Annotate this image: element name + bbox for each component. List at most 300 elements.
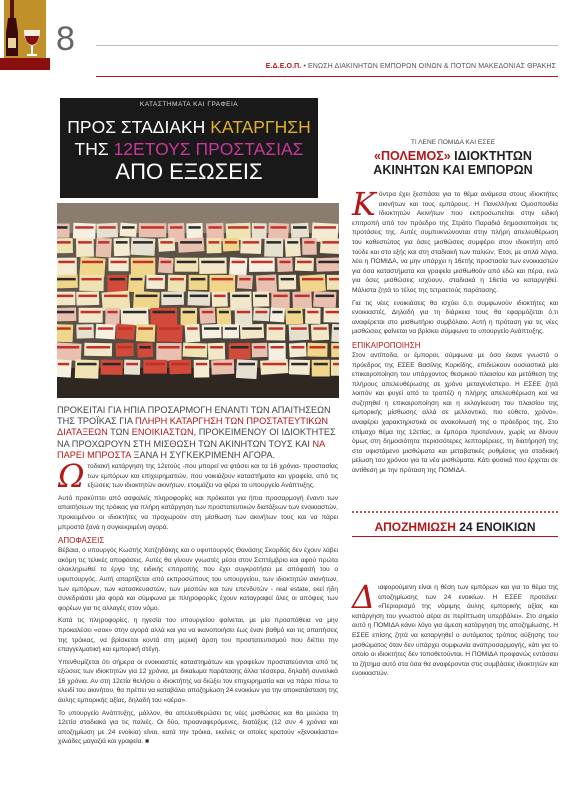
rental-sign-text-stripe (58, 363, 69, 366)
lead-text-1: ΠΡΟΚΕΙΤΑΙ ΓΙΑ ΗΠΙΑ ΠΡΟΣΑΡΜΟΓΗ ΕΝΑΝΤΙ ΤΩΝ ΑΠΑΙΤΗΣΕΩΝ ΤΗΣ ΤΡΟΪΚΑΣ ΓΙΑ (57, 405, 331, 427)
lead-highlight-2: ΕΝΟΙΚΙΑΣΤΩΝ (131, 427, 194, 438)
rental-sign (79, 275, 104, 291)
rental-sign-text-stripe (57, 346, 79, 349)
rental-sign-text-stripe (228, 226, 249, 229)
rental-sign (79, 257, 105, 277)
rental-sign-text-stripe (255, 311, 267, 314)
rental-sign (217, 308, 232, 327)
rental-sign (75, 359, 99, 378)
header-org-line (266, 63, 556, 70)
lead-text-2: ΤΩΝ (107, 427, 132, 438)
compensation-underline (352, 536, 558, 537)
divider-dot (472, 511, 474, 513)
rental-sign-text-stripe (170, 278, 184, 281)
rental-sign (57, 342, 82, 361)
article-lead (57, 405, 339, 461)
rental-sign-text-stripe (271, 346, 284, 349)
rental-sign (121, 307, 149, 326)
rental-sign-text-stripe (183, 311, 195, 314)
rental-sign (305, 308, 320, 324)
rental-sign-text-stripe (185, 346, 205, 349)
rental-sign-text-stripe (57, 278, 76, 281)
paragraph-1 (58, 457, 338, 495)
article-title-block (60, 98, 318, 198)
sidebar-paragraph-1 (352, 185, 558, 296)
rental-sign-text-stripe (136, 295, 158, 298)
rental-sign-text-stripe (204, 327, 219, 330)
rental-sign (271, 292, 289, 310)
divider-dot (384, 511, 386, 513)
divider-dot (544, 511, 546, 513)
rental-sign-text-stripe (163, 295, 182, 298)
rental-sign-text-stripe (212, 278, 234, 281)
rental-sign-text-stripe (158, 346, 179, 349)
rental-sign (327, 275, 339, 290)
wine-bottle-glass-icon (0, 0, 50, 70)
paragraph-4: Κατά τις πληροφορίες, η ηγεσία του υπουργείου φαίνεται, με μία προσπάθεια να μην προκαλέσει «σοκ» στην αγορά αλλά και για να ικανοποιήσει έως έναν βαθμό και τις απαιτήσεις της τρόικας, να βρίσκεται κοντά στη μερική άρση του προστατευτισμού που διέπει την επαγγελματική και εμπορική στέγη. (58, 617, 338, 654)
sidebar-paragraph-1-text: όντρα έχει ξεσπάσει για το θέμα ανάμεσα στους ιδιοκτήτες ακινήτων και τους εμπόρους. Η Πανελλήνια Ομοσπονδία Ιδιοκτητών Ακινήτων που εκπροσωπείται στην ειδική επιτροπή από τον πρόεδρο της Στράτο Παραδιά δημοσιοποίησε τις προτάσεις της. Αυτές συμπυκνώνονται στην πλήρη απελευθέρωση του καθεστώτος για όσες μισθώσεις συμφέρει στον ιδιοκτήτη από τούδε και στο εξής και στη σταδιακή των παλιών. Έτσι, με απλά λόγια, λέει η ΠΟΜΙΔΑ, να μην υπάρχει η 16ετής προστασία των ενοικιαστών για όσα καταστήματα και γραφεία μισθωθούν από εδώ και πέρα, ενώ για όσες μισθώσεις ισχύουν, σταδιακά η 16ετία να καταργηθεί. Μάλιστα ζητά το τέλος της τετραετούς παράτασης. (352, 191, 558, 294)
rental-sign (291, 223, 309, 238)
rental-sign-text-stripe (57, 241, 71, 244)
rental-sign (156, 343, 181, 361)
compensation-paragraph-text: ιαφορούμενη είναι η θέση των εμπόρων και για το θέμα της αποζημίωσης των 24 ενοικίων. Η ΕΣΕΕ προτείνει: «Περιορισμό της νόμιμης άυλης εμπορικής αξίας και κατάργηση του γνωστού αέρα σε περίπτωση υπερβάλει». Στο σημείο αυτό η ΠΟΜΙΔΑ κάνει λόγο για άμεση κατάργηση της αποζημίωσης. Η ΕΣΕΕ επίσης ζητά να καταργηθεί ο αυτόματος τρόπος αύξησης του μισθώματος όταν δεν υπάρχει συμφωνία αναπροσαρμογής, κάτι για το οποίο οι ιδιοκτήτες δεν τοποθετούνται. Η ΠΟΜΙΔΑ προφανώς εντάσσει το ζήτημα αυτό στα όσα θα αναφέρονται στις συμβάσεις ιδιοκτητών και ενοικιαστών. (352, 584, 558, 678)
divider-dot (400, 511, 402, 513)
rental-sign (313, 291, 336, 308)
divider-dot (488, 511, 490, 513)
divider-dot (360, 511, 362, 513)
rental-sign-text-stripe (116, 241, 128, 244)
rental-sign-text-stripe (104, 295, 128, 298)
divider-dot (392, 511, 394, 513)
rental-sign-text-stripe (316, 295, 335, 298)
rental-sign (107, 275, 127, 294)
rental-sign (139, 223, 166, 237)
divider-dot (404, 511, 406, 513)
rental-sign-text-stripe (145, 363, 165, 366)
rental-sign (57, 274, 78, 288)
rental-sign (180, 308, 197, 326)
rental-sign-text-stripe (131, 278, 143, 281)
rental-sign-text-stripe (271, 226, 287, 229)
divider-dot (372, 511, 374, 513)
divider-dot (500, 511, 502, 513)
rental-sign (158, 257, 174, 273)
rental-sign-text-stripe (314, 363, 328, 366)
rental-sign (230, 291, 252, 310)
rental-sign (57, 258, 77, 277)
title-line2-a: ΤΗΣ (74, 139, 114, 159)
lead-highlight-1: ΠΛΗΡΗ ΚΑΤΑΡΓΗΣΗ ΤΩΝ ΠΡΟΣΤΑΤΕΥΤΙΚΩΝ ΔΙΑΤΑΞΕΩΝ (57, 416, 329, 438)
subheading-update: ΕΠΙΚΑΙΡΟΠΟΙΗΣΗ (352, 340, 421, 350)
divider-dot (440, 511, 442, 513)
rental-sign (331, 324, 339, 343)
rental-sign-text-stripe (210, 346, 223, 349)
compensation-paragraph (352, 578, 558, 679)
rental-sign-text-stripe (307, 311, 318, 314)
divider-dot (548, 511, 550, 513)
rental-sign-text-stripe (281, 278, 295, 281)
rental-sign (161, 291, 184, 305)
rental-sign-text-stripe (180, 241, 202, 244)
rental-sign (211, 359, 234, 375)
rental-sign (316, 257, 339, 272)
rental-sign-text-stripe (98, 241, 109, 244)
divider-dot (376, 511, 378, 513)
article-body (58, 457, 338, 750)
divider-dot (536, 511, 538, 513)
rental-sign (223, 324, 239, 338)
divider-dot (444, 511, 446, 513)
divider-dot (516, 511, 518, 513)
rental-sign (76, 324, 94, 339)
rental-sign-text-stripe (258, 278, 274, 281)
rental-sign (57, 238, 73, 253)
rental-sign-text-stripe (263, 363, 287, 366)
rental-sign-text-stripe (57, 327, 71, 330)
divider-dot (552, 511, 554, 513)
rental-sign-text-stripe (57, 295, 73, 298)
divider-dot (396, 511, 398, 513)
rental-sign (285, 238, 301, 257)
rental-sign (229, 343, 251, 360)
rental-sign-text-stripe (111, 261, 127, 264)
rental-sign (96, 223, 118, 238)
rental-sign-text-stripe (139, 346, 150, 349)
rental-sign (105, 308, 120, 326)
divider-dot (452, 511, 454, 513)
divider-dot (540, 511, 542, 513)
rental-sign (120, 223, 137, 237)
divider-dot (356, 511, 358, 513)
divider-dot (380, 511, 382, 513)
rental-sign-text-stripe (291, 327, 307, 330)
lead-text-3: , ΠΡΟΚΕΙΜΕΝΟΥ ΟΙ ΙΔΙΟΚΤΗΤΕΣ ΝΑ ΠΡΟΧΩΡΟΥΝ ΣΤΗ ΜΙΣΘΩΣΗ ΤΩΝ ΑΚΙΝΗΤΩΝ ΤΟΥΣ ΚΑΙ (57, 427, 336, 449)
rental-sign (199, 257, 227, 274)
rental-sign (292, 291, 312, 309)
rental-sign-text-stripe (297, 261, 312, 264)
rental-sign-text-stripe (107, 311, 117, 314)
title-line1-b: ΚΑΤΑΡΓΗΣΗ (210, 117, 311, 137)
rental-sign (133, 291, 160, 310)
rental-sign-text-stripe (322, 241, 339, 244)
rental-sign (79, 308, 103, 323)
rental-sign-text-stripe (141, 226, 164, 229)
rental-sign-text-stripe (326, 311, 339, 314)
rental-sign-text-stripe (138, 327, 153, 330)
compensation-title-highlight: ΑΠΟΖΗΜΙΩΣΗ (374, 520, 456, 534)
rental-sign (57, 307, 76, 321)
rental-sign-text-stripe (118, 346, 132, 349)
rental-sign (116, 343, 134, 357)
rental-sign (189, 275, 208, 290)
compensation-title-rest: 24 ΕΝΟΙΚΙΩΝ (455, 520, 536, 534)
rental-sign (101, 360, 123, 375)
divider-dot (420, 511, 422, 513)
sidebar-drop-cap: Κ (352, 185, 376, 223)
rental-sign (209, 275, 235, 293)
rental-sign (266, 324, 285, 340)
rental-sign-text-stripe (201, 261, 224, 264)
rental-sign-text-stripe (243, 241, 260, 244)
rental-sign (146, 275, 165, 289)
rental-sign-text-stripe (81, 311, 101, 314)
rental-sign (264, 238, 283, 257)
rental-sign-text-stripe (334, 327, 339, 330)
rental-sign (199, 307, 215, 324)
divider-dot (364, 511, 366, 513)
rental-sign-text-stripe (304, 241, 314, 244)
rental-sign-text-stripe (225, 241, 237, 244)
title-line3: ΑΠΟ ΕΞΩΣΕΙΣ (115, 159, 263, 184)
sidebar-title-highlight: «ΠΟΛΕΜΟΣ» (374, 149, 451, 163)
rental-sign-text-stripe (123, 311, 146, 314)
rental-sign (143, 360, 167, 374)
rental-sign (240, 324, 264, 339)
rental-sign-text-stripe (208, 226, 221, 229)
rental-sign-text-stripe (313, 327, 327, 330)
rental-sign (76, 238, 94, 257)
rental-sign (57, 223, 70, 238)
compensation-drop-cap: Δ (352, 578, 376, 616)
rental-sign-text-stripe (273, 295, 287, 298)
rental-sign-text-stripe (291, 346, 304, 349)
rental-sign (57, 359, 72, 377)
rental-sign-text-stripe (237, 311, 250, 314)
rental-sign (268, 343, 285, 362)
divider-dot (448, 511, 450, 513)
divider-dot (480, 511, 482, 513)
rental-sign (168, 275, 186, 292)
divider-dot (508, 511, 510, 513)
rental-sign (136, 324, 156, 342)
rental-sign (194, 360, 210, 378)
rental-sign (57, 292, 75, 306)
rental-sign-text-stripe (190, 295, 208, 298)
rental-sign (116, 324, 135, 340)
rental-sign-text-stripe (254, 346, 266, 349)
rental-sign (236, 359, 258, 379)
rental-sign-text-stripe (287, 241, 298, 244)
divider-dot (492, 511, 494, 513)
rental-sign-text-stripe (78, 241, 92, 244)
rental-sign-text-stripe (209, 241, 220, 244)
title-line1-a: ΠΡΟΣ ΣΤΑΔΙΑΚΗ (67, 117, 211, 137)
rental-sign (84, 343, 112, 357)
rental-sign-text-stripe (103, 363, 121, 366)
rental-sign-text-stripe (75, 226, 93, 229)
rental-sign-text-stripe (272, 311, 282, 314)
rental-sign-text-stripe (238, 363, 255, 366)
sidebar-kicker: ΤΙ ΛΕΝΕ ΠΟΜΙΔΑ ΚΑΙ ΕΣΕΕ (410, 139, 496, 146)
rental-sign (295, 257, 314, 271)
rental-sign (206, 238, 221, 254)
rental-sign-text-stripe (86, 346, 110, 349)
rental-sign (76, 291, 99, 305)
rental-sign-text-stripe (333, 363, 339, 366)
rental-sign (289, 359, 310, 375)
rental-sign-text-stripe (214, 295, 226, 298)
rental-sign-text-stripe (133, 241, 153, 244)
rental-sign (57, 324, 73, 342)
rental-sign (150, 308, 177, 325)
divider-dot (464, 511, 466, 513)
rental-sign (289, 324, 309, 341)
rental-sign-text-stripe (239, 278, 250, 281)
rental-sign-text-stripe (310, 346, 326, 349)
rental-sign (237, 274, 253, 289)
rental-sign-text-stripe (57, 226, 68, 229)
rental-sign-text-stripe (98, 327, 113, 330)
rental-sign (252, 223, 267, 239)
rental-sign-text-stripe (82, 261, 103, 264)
rental-sign (252, 343, 268, 358)
rental-sign-text-stripe (288, 311, 301, 314)
rental-sign-text-stripe (77, 363, 97, 366)
sidebar-title (348, 149, 558, 177)
rental-sign-text-stripe (255, 295, 267, 298)
paragraph-1-text: τοδιακή κατάργηση της 12ετούς -που μπορεί να φτάσει και τα 16 χρόνια- προστασίας των εμπόρων και επιχειρηματιών, που νοικιάζουν καταστήματα και γραφεία, από τις εξώσεις των ιδιοκτητών ακινήτων, ετοιμάζει να φέρει το υπουργείο Ανάπτυξης. (87, 463, 338, 490)
rental-sign (302, 238, 317, 255)
paragraph-2: Αυτό προκύπτει από ασφαλείς πληροφορίες και πρόκειται για ήπια προσαρμογή έναντι των απαιτήσεων της τρόικας για πλήρη κατάργηση των προστατευτικών διατάξεων των ενοικιαστών, προκειμένου οι ιδιοκτήτες να προχωρούν στη μίσθωση των ακινήτων τους και να πάρει μπροστά ξανά η συγκεκριμένη αγορά. (58, 494, 338, 531)
rental-sign (137, 343, 153, 358)
rental-sign (222, 238, 239, 252)
rental-sign-text-stripe (232, 295, 249, 298)
rental-sign (169, 359, 191, 374)
rental-sign-text-stripe (269, 327, 284, 330)
rental-sign (307, 343, 327, 357)
rental-sign (312, 360, 330, 377)
divider-dot (412, 511, 414, 513)
sidebar-paragraph-3: Στον αντίποδα, οι έμποροι, σύμφωνα με όσο έκανε γνωστό ο πρόεδρος της ΕΣΕΕ Βασίλης Κορκίδης, επιδιώκουν ουσιαστικά μία επικαιροποίηση του υπάρχοντος θεσμικού πλαισίου και μετάθεση της πλήρους απελευθέρωσης σε χρόνο μεταγενέστερο. Η ΕΣΕΕ ζητά λοιπόν και φυγεί από το τραπέζι η πλήρης απελευθέρωση και να συζητηθεί η επικαιροποίηση και η εκλογίκευση του πλαισίου της εμπορικής μίσθωσης αλλά σε μελλοντικό, πιο εύθετο, χρόνο», αναφέρει χαρακτηριστικά σε ανακοίνωσή της ο πρόεδρος της. Στο επίμαχο θέμα της 12ετίας, οι έμποροι προτείνουν, χωρίς να δίνουν όμως στη δημοσιότητα περισσότερες λεπτομέρειες, τη διατήρησή της στο υφιστάμενο μισθώματα και μεταβατικές ρυθμίσεις για σταδιακή μείωση του χρόνου για τα νέα μισθώματα. Κάτι φυσικά που έρχεται σε αντίθεση με την πρόταση της ΠΟΜΙΔΑ. (352, 351, 558, 475)
rental-sign (270, 307, 285, 322)
header-rule (96, 76, 558, 77)
rental-sign-text-stripe (161, 261, 172, 264)
rental-sign-text-stripe (148, 278, 163, 281)
rental-sign (131, 258, 156, 276)
divider-dot (432, 511, 434, 513)
divider-dot (424, 511, 426, 513)
rental-sign-text-stripe (78, 295, 97, 298)
page-number: 8 (56, 20, 75, 58)
rental-sign (256, 274, 277, 293)
divider-dot (416, 511, 418, 513)
sidebar-paragraph-2: Για τις νέες ενοικιάσεις θα ισχύει ό,τι συμφωνούν ιδιοκτήτες και ενοικιαστές. Δηλαδή για τη διάρκεια τους θα εφαρμόζεται ό,τι αναφέρεται στο μισθωτήριο συμβόλαιο. Αυτή η πρόταση για τις νέες μισθώσεις φαίνεται να βρίσκει σύμφωνο το υπουργείο Ανάπτυξης. (352, 299, 558, 336)
rental-sign-text-stripe (191, 278, 206, 281)
org-full-name: • ΕΝΩΣΗ ΔΙΑΚΙΝΗΤΩΝ ΕΜΠΟΡΩΝ ΟΙΝΩΝ & ΠΟΤΩΝ ΜΑΚΕΔΟΝΙΑΣ ΘΡΑΚΗΣ (303, 63, 556, 70)
rental-sign-text-stripe (187, 327, 198, 330)
rental-sign-text-stripe (133, 261, 154, 264)
divider-dot (504, 511, 506, 513)
photo-rental-signs (57, 203, 339, 398)
lead-highlight-3: ΝΑ ΠΑΡΕΙ ΜΠΡΟΣΤΑ (57, 438, 325, 460)
rental-sign (96, 238, 112, 258)
article-kicker: ΚΑΤΑΣΤΗΜΑΤΑ ΚΑΙ ΓΡΑΦΕΙΑ (139, 101, 239, 108)
rental-sign-text-stripe (118, 327, 132, 330)
rental-sign-text-stripe (160, 241, 172, 244)
rental-sign-text-stripe (219, 311, 229, 314)
rental-sign-text-stripe (302, 278, 323, 281)
rental-sign (331, 360, 339, 376)
rental-sign-text-stripe (251, 261, 273, 264)
rental-sign-text-stripe (122, 226, 135, 229)
rental-sign-text-stripe (170, 226, 182, 229)
divider-dot (512, 511, 514, 513)
divider-dot (408, 511, 410, 513)
rental-sign (277, 257, 293, 272)
divider-dot (524, 511, 526, 513)
rental-sign-text-stripe (242, 327, 262, 330)
rental-sign-text-stripe (126, 363, 138, 366)
rental-sign-text-stripe (171, 363, 189, 366)
rental-sign (253, 291, 269, 306)
rental-sign-text-stripe (293, 226, 307, 229)
rental-sign (124, 360, 140, 375)
divider-dot (528, 511, 530, 513)
rental-sign (108, 258, 128, 272)
rental-sign-text-stripe (196, 363, 207, 366)
rental-sign (128, 274, 145, 292)
rental-sign (331, 343, 339, 357)
rental-sign (285, 307, 303, 324)
rental-sign-text-stripe (225, 327, 237, 330)
rental-sign-text-stripe (213, 363, 232, 366)
divider-dot (520, 511, 522, 513)
dotted-divider (352, 511, 558, 515)
rental-sign (158, 238, 175, 252)
rental-sign-text-stripe (79, 327, 92, 330)
rental-sign-text-stripe (110, 278, 125, 281)
compensation-title (352, 520, 558, 534)
rental-sign-text-stripe (153, 311, 176, 314)
rental-sign (202, 324, 222, 339)
wine-logo (0, 0, 50, 70)
divider-dot (496, 511, 498, 513)
lead-text-4: ΞΑΝΑ Η ΣΥΓΚΕΚΡΙΜΕΝΗ ΑΓΟΡΑ. (130, 449, 276, 460)
rental-sign (311, 324, 329, 341)
divider-dot (468, 511, 470, 513)
rental-sign (212, 291, 228, 307)
divider-dot (532, 511, 534, 513)
paragraph-6: Το υπουργείο Ανάπτυξης, μάλλον, θα απελευθερώσει τις νέες μισθώσεις και θα μειώσει τη 12ετία σταδιακά για τις παλιές. Οι δύο, προαναφερόμενες, διατάξεις (12 συν 4 χρόνια και αποζημίωση με 24 ενοίκια) είναι, κατά την τρόικα, εκείνες οι οποίες κρατούν «ξενοικίαστα» χιλιάδες μαγαζιά και γραφεία. ■ (58, 709, 338, 746)
rental-sign-text-stripe (58, 261, 74, 264)
rental-sign (299, 274, 325, 292)
sidebar-title-rest: ΙΔΙΟΚΤΗΤΩΝ ΑΚΙΝΗΤΩΝ ΚΑΙ ΕΜΠΟΡΩΝ (373, 149, 533, 177)
rental-sign (131, 237, 156, 255)
org-acronym: Ε.Δ.Ε.Ο.Π. (265, 63, 302, 70)
drop-cap: Ω (58, 457, 85, 495)
rental-sign (178, 237, 205, 252)
header-divider (96, 45, 558, 46)
rental-sign-text-stripe (329, 278, 339, 281)
rental-sign-text-stripe (254, 226, 265, 229)
rental-sign-text-stripe (291, 363, 308, 366)
rental-sign-text-stripe (202, 311, 213, 314)
rental-sign-text-stripe (295, 295, 310, 298)
rental-sign (229, 257, 247, 275)
sidebar-body (352, 185, 558, 479)
divider-dot (352, 511, 354, 513)
article-title (60, 116, 318, 184)
rental-sign (253, 307, 270, 321)
rental-sign-text-stripe (99, 226, 116, 229)
compensation-body (352, 578, 558, 682)
divider-dot (556, 511, 558, 513)
rental-sign-text-stripe (231, 346, 249, 349)
divider-dot (460, 511, 462, 513)
rental-sign (249, 258, 275, 272)
divider-dot (476, 511, 478, 513)
rental-sign-text-stripe (266, 241, 281, 244)
